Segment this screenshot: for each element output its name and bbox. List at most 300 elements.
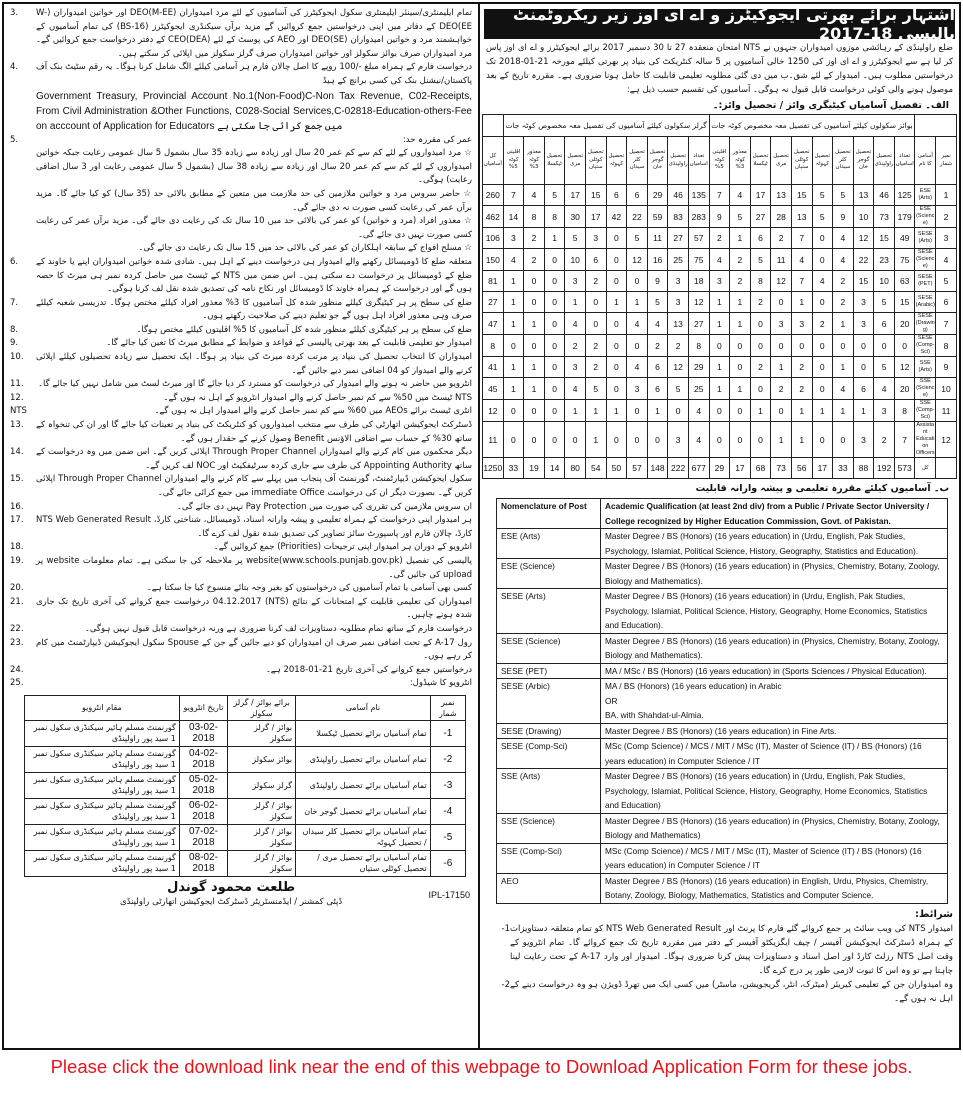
cell-date: 07-02-2018 xyxy=(179,824,227,850)
cell-post: تمام آسامیاں برائے تحصیل راولپنڈی xyxy=(296,772,431,798)
cell: 2 xyxy=(874,422,895,458)
cell: 6 xyxy=(750,228,771,249)
cell: 2 xyxy=(750,292,771,313)
item-text: ان سروس ملازمین کی تقرری کی صورت میں Pay Protection نہیں دی جائے گی۔ xyxy=(176,501,472,512)
cell: 73 xyxy=(874,206,895,228)
cell: 17 xyxy=(585,206,606,228)
cell: 29 xyxy=(688,357,709,378)
group-header-row xyxy=(483,115,957,137)
cell: 6 xyxy=(606,185,627,206)
cell: 1 xyxy=(709,357,730,378)
table-row xyxy=(483,400,957,422)
cell: 5 xyxy=(874,292,895,313)
policy-item xyxy=(10,446,472,473)
cell: 12 xyxy=(483,400,504,422)
policy-item xyxy=(10,188,472,215)
cell: 1 xyxy=(544,228,565,249)
cell: 27 xyxy=(668,228,689,249)
cell: 0 xyxy=(709,422,730,458)
cell: 5 xyxy=(565,228,586,249)
cell: 5 xyxy=(936,271,957,292)
policy-item xyxy=(10,134,472,148)
cell-n: -4 xyxy=(430,798,465,824)
cell: 9 xyxy=(833,206,854,228)
cell-date: 04-02-2018 xyxy=(179,746,227,772)
vacancy-table xyxy=(482,114,957,479)
cell: 9 xyxy=(647,271,668,292)
cell: 1 xyxy=(791,400,812,422)
cell: 28 xyxy=(771,206,792,228)
cell: 47 xyxy=(483,313,504,335)
table-row xyxy=(483,292,957,313)
cell: 63 xyxy=(894,271,915,292)
cell: 2 xyxy=(771,378,792,400)
cell: 0 xyxy=(627,400,648,422)
post-header: Nomenclature of Post xyxy=(497,499,601,529)
signatory-role: ڈپٹی کمشنر / ایڈمنسٹریٹر ڈسٹرکٹ ایجوکیشن اتھارٹی راولپنڈی xyxy=(120,896,343,907)
cell-date: 06-02-2018 xyxy=(179,798,227,824)
conditions-title: شرائط: xyxy=(915,908,953,920)
table-row xyxy=(483,357,957,378)
cell: 2 xyxy=(565,335,586,357)
column-header: تحصیل راولپنڈی xyxy=(668,137,689,185)
cell: 0 xyxy=(668,400,689,422)
cell: 3 xyxy=(936,228,957,249)
item-number: 25. xyxy=(10,678,24,689)
cell: 30 xyxy=(565,206,586,228)
qual-row xyxy=(497,589,948,634)
column-header: برائے بوائز / گرلز سکولز xyxy=(228,695,296,720)
cell: 13 xyxy=(771,185,792,206)
qualification-text: MSc (Comp Science) / MCS / MIT / MSc (IT), Master of Science (IT) / BS (Honors) (16 years education) in Computer Science / IT xyxy=(601,739,948,769)
cell: 0 xyxy=(627,271,648,292)
section-b-heading: ب۔ آسامیوں کیلئے مقررہ تعلیمی و پیشہ وارانہ قابلیت xyxy=(695,483,949,494)
cell-n: -6 xyxy=(430,850,465,876)
cell: 16 xyxy=(647,249,668,271)
cell: 54 xyxy=(585,458,606,479)
column-header: تحصیل کوٹلی ستیاں xyxy=(791,137,812,185)
cell: 11 xyxy=(483,422,504,458)
cell: 2 xyxy=(833,292,854,313)
total-row xyxy=(483,458,957,479)
cell: SESE (Arts) xyxy=(915,228,936,249)
cell: 2 xyxy=(730,271,751,292)
cell: 57 xyxy=(627,458,648,479)
cell: 46 xyxy=(874,185,895,206)
cell: SESE (Comp-Sci) xyxy=(916,335,935,355)
cell: 0 xyxy=(524,292,545,313)
cell-n: -1 xyxy=(430,720,465,746)
column-header: تحصیل ٹیکسلا xyxy=(544,137,565,185)
cell: 0 xyxy=(524,271,545,292)
cell-school: بوائز / گرلز سکولز xyxy=(228,850,296,876)
item-text: ☆ مسلح افواج کے سابقہ اہلکاران کو عمر کی بالائی حد میں 15 سال تک رعایت دی جائے گی۔ xyxy=(138,243,472,254)
cell: 5 xyxy=(750,249,771,271)
cell: 4 xyxy=(524,185,545,206)
cell: 0 xyxy=(812,249,833,271)
qual-row xyxy=(497,739,948,769)
item-number: 15. xyxy=(10,474,24,485)
cell: 0 xyxy=(524,335,545,357)
item-number: 20. xyxy=(10,583,24,594)
cell: 83 xyxy=(668,206,689,228)
cell: 1 xyxy=(565,292,586,313)
table-header-row xyxy=(25,695,466,720)
item-text: درخواست فارم کے ہمراہ مبلغ -/100 روپے کا اصل چالان فارم ہر آسامی کیلئے الگ شامل کرنا ہوگا۔ یہ رقم سٹیٹ بنک آف پاکستان/نیشنل بنک کی کسی برانچ کے ہیڈ xyxy=(36,62,472,86)
treasury-suffix: میں جمع کرائی جا سکتی ہے xyxy=(217,120,343,132)
cell: 3 xyxy=(585,228,606,249)
qualification-text: MA / BS (Honors) (16 years education) in Arabic OR BA. with Shahdat-ul-Almia. xyxy=(601,679,948,724)
policy-item xyxy=(10,297,472,324)
policy-item xyxy=(10,392,472,406)
cell: 0 xyxy=(812,378,833,400)
item-number: 10. xyxy=(10,352,24,363)
cell: 0 xyxy=(647,422,668,458)
cell: 12 xyxy=(894,357,915,378)
cell: 1 xyxy=(647,400,668,422)
qualification-text: Master Degree / BS (Honors) (16 years education) in (Urdu, English, Pak Studies, Psychology, Islamiat, Political Science, History, Geography, Statistics and Education). xyxy=(601,529,948,559)
qualification-header: Academic Qualification (at least 2nd div) from a Public / Private Sector University / College recognized by Higher Education Commission, Govt. of Pakistan. xyxy=(601,499,948,529)
cell: 2 xyxy=(524,228,545,249)
cell: 283 xyxy=(688,206,709,228)
qualification-text: Master Degree / BS (Honors) (16 years education) in (Physics, Chemistry, Botany, Zoology, Biology and Mathematics). xyxy=(601,633,948,663)
table-row xyxy=(25,720,466,746)
cell: 68 xyxy=(750,458,771,479)
cell-school: بوائز / گرلز سکولز xyxy=(228,824,296,850)
name-header-spacer xyxy=(915,115,957,137)
cell: 3 xyxy=(668,422,689,458)
cell: 11 xyxy=(647,228,668,249)
cell: 0 xyxy=(565,422,586,458)
item-text: رول A-17 کے تحت اضافی نمبر صرف ان امیدواران کو دیے جائیں گے جن کے Spouse سکول ایجوکیشن ڈیپارٹمنٹ میں کام کر رہے ہوں۔ xyxy=(36,637,473,662)
cell: 13 xyxy=(668,313,689,335)
treasury-account-text xyxy=(10,89,472,134)
cell: 0 xyxy=(709,335,730,357)
cell: 20 xyxy=(894,313,915,335)
cell: 0 xyxy=(544,378,565,400)
qual-row xyxy=(497,633,948,663)
cell: 8 xyxy=(483,335,504,357)
cell: 1 xyxy=(709,292,730,313)
post-name: SESE (Arbic) xyxy=(497,679,601,724)
policy-item xyxy=(10,514,472,541)
treasury-text: Government Treasury, Provincial Account No.1(Non-Food)C-Non Tax Revenue, C02-Receipts, From Civil Administration &Other Functions, C028-Social Services,C-02818-Education-others-Fee on acccount of Application for Educators xyxy=(36,90,472,132)
cell: 88 xyxy=(853,458,874,479)
qual-row xyxy=(497,663,948,679)
cell-school: بوائز سکولز xyxy=(228,746,296,772)
cell: 1 xyxy=(503,292,524,313)
column-header: تحصیل گوجر خان xyxy=(853,137,874,185)
cell: 33 xyxy=(833,458,854,479)
column-header: اقلیتی کوٹہ 5% xyxy=(709,137,730,185)
cell: 0 xyxy=(503,422,524,458)
cell: 2 xyxy=(709,228,730,249)
cell: 27 xyxy=(750,206,771,228)
ad-title: اشتہار برائے بھرتی ایجوکیٹرز و اے ای اوز زیر ریکروٹمنٹ پالیسی 18-2017 xyxy=(484,9,955,39)
cell: 4 xyxy=(709,249,730,271)
column-header-row xyxy=(483,137,957,185)
cell: SESE (PET) xyxy=(915,271,936,292)
cell: 1 xyxy=(565,400,586,422)
cell: 11 xyxy=(936,400,957,422)
boys-group-header: بوائز سکولوں کیلئے آسامیوں کی تفصیل معہ مخصوص کوٹہ جات xyxy=(709,115,915,137)
cell: 148 xyxy=(647,458,668,479)
section-a-heading: الف۔ تفصیل آسامیاں کیٹیگری وائز / تحصیل وائز:۔ xyxy=(712,100,949,111)
cell: 56 xyxy=(791,458,812,479)
cell: 4 xyxy=(833,249,854,271)
qual-row xyxy=(497,679,948,724)
condition-item xyxy=(486,978,953,1006)
cell-post: تمام آسامیاں برائے تحصیل ٹیکسلا xyxy=(296,720,431,746)
cell: 5 xyxy=(730,206,751,228)
cell: 8 xyxy=(750,271,771,292)
cell: 59 xyxy=(647,206,668,228)
item-text: انٹرویو کا شیڈول: xyxy=(409,678,472,689)
item-number: 8. xyxy=(10,324,19,335)
cell: 6 xyxy=(647,357,668,378)
cell: 4 xyxy=(688,400,709,422)
cell: 9 xyxy=(936,357,957,378)
cell-n: -3 xyxy=(430,772,465,798)
cell: 3 xyxy=(668,292,689,313)
cell: 12 xyxy=(853,228,874,249)
policy-item xyxy=(10,623,472,637)
cell: 75 xyxy=(894,249,915,271)
newspaper-advertisement xyxy=(2,2,961,1050)
cell: 0 xyxy=(585,313,606,335)
condition-number: -1 xyxy=(501,923,510,934)
cell: 1 xyxy=(709,313,730,335)
table-row xyxy=(483,335,957,357)
cell: 81 xyxy=(483,271,504,292)
policy-item xyxy=(10,147,472,188)
conditions-section xyxy=(480,904,959,1009)
condition-item xyxy=(486,922,953,978)
item-number: 17. xyxy=(10,515,24,526)
cell xyxy=(936,458,957,479)
policy-item xyxy=(10,419,472,446)
post-name: SESE (Comp-Sci) xyxy=(497,739,601,769)
cell: 5 xyxy=(668,378,689,400)
cell: 1 xyxy=(503,271,524,292)
cell: 0 xyxy=(812,335,833,357)
item-text: کسی بھی آسامی یا تمام آسامیوں کی درخواستوں کو بغیر وجہ بتائے منسوخ کیا جا سکتا ہے۔ xyxy=(146,583,472,594)
cell: ESE (Science) xyxy=(916,206,935,226)
cell: 15 xyxy=(874,228,895,249)
cell: 0 xyxy=(585,292,606,313)
cell: 0 xyxy=(544,400,565,422)
cell: 150 xyxy=(483,249,504,271)
column-header: آسامی کا نام xyxy=(915,137,936,185)
column-header: نمبر شمار xyxy=(936,137,957,185)
qual-row xyxy=(497,769,948,814)
cell: 3 xyxy=(565,271,586,292)
cell: 4 xyxy=(627,313,648,335)
qual-row xyxy=(497,559,948,589)
cell: 462 xyxy=(483,206,504,228)
cell: 0 xyxy=(606,357,627,378)
item-text: امیدواران کی تعلیمی قابلیت کے امتحانات کے نتائج (NTS) 04.12.2017 درخواست جمع کروانے کی آخری تاریخ تک جاری شدہ ہونے چاہیں۔ xyxy=(36,596,472,621)
cell: 0 xyxy=(503,335,524,357)
cell: 0 xyxy=(874,335,895,357)
cell: 17 xyxy=(812,458,833,479)
cell: 5 xyxy=(812,185,833,206)
cell: 0 xyxy=(853,357,874,378)
ipl-code: IPL-17150 xyxy=(428,889,470,900)
cell: SESE (Arabic) xyxy=(915,292,936,313)
cell: 2 xyxy=(730,249,751,271)
cell: 0 xyxy=(544,357,565,378)
cell: 9 xyxy=(709,206,730,228)
cell-school: بوائز / گرلز سکولز xyxy=(228,720,296,746)
cell: 2 xyxy=(668,335,689,357)
qualification-text: MSc (Comp Science) / MCS / MIT / MSc (IT), Master of Science (IT) / BS (Honors) (16 years education) in Computer Science / IT xyxy=(601,843,948,873)
item-number: 21. xyxy=(10,596,24,607)
cell: 0 xyxy=(853,335,874,357)
policy-item xyxy=(10,541,472,555)
cell: 260 xyxy=(483,185,504,206)
cell: 6 xyxy=(874,313,895,335)
cell: 0 xyxy=(524,400,545,422)
cell: 4 xyxy=(812,271,833,292)
item-number: 13. xyxy=(10,420,24,431)
column-header: تعداد اسامیاں xyxy=(894,137,915,185)
cell: 4 xyxy=(730,185,751,206)
cell: 12 xyxy=(627,249,648,271)
cell: 0 xyxy=(750,422,771,458)
cell: 12 xyxy=(688,292,709,313)
column-header: تاریخ انٹرویو xyxy=(179,695,227,720)
cell: 1 xyxy=(709,378,730,400)
table-row xyxy=(483,422,957,458)
column-header: تحصیل ٹیکسلا xyxy=(750,137,771,185)
item-text: دیگر محکموں میں کام کرنے والے امیدواران Through Proper Channel اپلائی کریں گے۔ اس ضمن میں وہ درخواست کے ساتھ Appointing Authority کی طرف سے جاری کردہ سرٹیفکیٹ اور NOC لف کریں گے۔ xyxy=(36,447,472,471)
post-name: SSE (Comp-Sci) xyxy=(497,843,601,873)
cell: 1 xyxy=(627,292,648,313)
cell: 6 xyxy=(647,378,668,400)
cell-n: -5 xyxy=(430,824,465,850)
cell: 0 xyxy=(606,335,627,357)
cell: 3 xyxy=(853,292,874,313)
item-text: تمام ایلیمنٹری/سینئر ایلیمنٹری سکول ایجوکیٹرز کی آسامیوں کے لئے مرد امیدواران (M-EE)DEO اور خواتین امیدواران (W-EE)DEO کے دفاتر میں اپنی درخواستیں جمع کروائیں گے مزید برآں سیکنڈری ایجوکیٹرز (BS-16) کی تمام آسامیوں کے خواہشمند مرد و خواتین امیدواران (SE)DEO اور AEO کی پوسٹ کے لئے CEO(DEA) کے دفتر درخواست جمع کروائیں گے۔ مرد امیدواران صرف بوائز سکولز اور خواتین امیدواران صرف گرلز سکولز میں اپلائی کر سکتے ہیں۔ xyxy=(36,8,472,59)
cell: 33 xyxy=(503,458,524,479)
post-name: SSE (Science) xyxy=(497,813,601,843)
item-number: 11. xyxy=(10,379,24,390)
cell: 1 xyxy=(750,400,771,422)
cell: 0 xyxy=(750,313,771,335)
qual-row xyxy=(497,813,948,843)
cell: 17 xyxy=(730,458,751,479)
column-header: معذور کوٹہ 3% xyxy=(730,137,751,185)
cell: 2 xyxy=(524,249,545,271)
cell: 19 xyxy=(524,458,545,479)
cell: 1 xyxy=(524,313,545,335)
cell: 7 xyxy=(936,313,957,335)
cell: 573 xyxy=(894,458,915,479)
qualification-text: MA / MSc / BS (Honors) (16 years education) in (Sports Sciences / Physical Education). xyxy=(601,663,948,679)
column-header: تحصیل کلر سیداں xyxy=(627,137,648,185)
cell: 106 xyxy=(483,228,504,249)
cell: 1 xyxy=(585,400,606,422)
cell: 27 xyxy=(688,313,709,335)
cell-venue: گورنمنٹ مسلم ہائیر سیکنڈری سکول نمبر 1 سید پور راولپنڈی xyxy=(25,824,180,850)
column-header: کل آسامیاں xyxy=(483,137,504,185)
cell: 5 xyxy=(874,357,895,378)
cell: 4 xyxy=(874,378,895,400)
table-row xyxy=(483,185,957,206)
cell: 41 xyxy=(483,357,504,378)
cell: 5 xyxy=(627,228,648,249)
cell: کل xyxy=(915,458,936,479)
item-text: درخواست فارم کے ساتھ تمام مطلوبہ دستاویزات لف کرنا ضروری ہے ورنہ درخواست قابل قبول نہیں ہوگی۔ xyxy=(84,623,472,634)
cell: 0 xyxy=(627,335,648,357)
cell: 4 xyxy=(647,313,668,335)
item-number: 3. xyxy=(10,8,19,18)
cell: 4 xyxy=(833,378,854,400)
cell: 5 xyxy=(833,185,854,206)
cell: 0 xyxy=(812,357,833,378)
column-header: تحصیل کہوٹہ xyxy=(606,137,627,185)
cell: 0 xyxy=(771,400,792,422)
cell: 7 xyxy=(791,271,812,292)
cell: 4 xyxy=(627,357,648,378)
item-number xyxy=(10,215,36,242)
cell: 12 xyxy=(771,271,792,292)
cell: 0 xyxy=(812,228,833,249)
policy-item xyxy=(10,215,472,242)
item-number: 23. xyxy=(10,637,24,648)
policy-item xyxy=(10,664,472,678)
cell: 0 xyxy=(606,313,627,335)
qual-row xyxy=(497,873,948,903)
item-number: 18. xyxy=(10,542,24,553)
item-text: انٹرویو کے دوران ہر امیدوار اپنی ترجیحات (Priorities) جمع کروائیں گے۔ xyxy=(213,542,472,553)
cell: 4 xyxy=(565,313,586,335)
cell: 4 xyxy=(503,249,524,271)
girls-group-header: گرلز سکولوں کیلئے آسامیوں کی تفصیل معہ مخصوص کوٹہ جات xyxy=(503,115,709,137)
column-header: نام آسامی xyxy=(296,695,431,720)
cell: 1 xyxy=(730,313,751,335)
cell: 1 xyxy=(771,357,792,378)
cell: 135 xyxy=(688,185,709,206)
item-number: 24. xyxy=(10,664,24,675)
cell: 0 xyxy=(524,422,545,458)
item-number: NTS xyxy=(10,406,27,417)
cell: 22 xyxy=(627,206,648,228)
cell: 0 xyxy=(544,335,565,357)
cell: 0 xyxy=(730,357,751,378)
column-header: نمبر شمار xyxy=(430,695,465,720)
item-text: NTS ٹیسٹ میں 50% سے کم نمبر حاصل کرنے والے امیدوار انٹرویو کے اہل نہ ہوں گے۔ xyxy=(163,392,472,403)
cell: 3 xyxy=(853,313,874,335)
qualification-text: Master Degree / BS (Honors) (16 years education) in English, Urdu, Physics, Chemistry, Botany, Zoology, Biology, Mathematics, Statistics and Computer Science. xyxy=(601,873,948,903)
cell: 3 xyxy=(791,313,812,335)
cell: 3 xyxy=(709,271,730,292)
cell: 0 xyxy=(750,378,771,400)
item-number xyxy=(10,242,36,256)
cell: 0 xyxy=(730,400,751,422)
cell: 1 xyxy=(833,313,854,335)
column-header: مقام انٹرویو xyxy=(25,695,180,720)
cell: 2 xyxy=(791,357,812,378)
cell: 42 xyxy=(606,206,627,228)
cell: 15 xyxy=(585,185,606,206)
cell: 20 xyxy=(894,378,915,400)
cell-school: گرلز سکولز xyxy=(228,772,296,798)
item-text: انٹری ٹیسٹ برائے AEOs میں 60% سے کم نمبر حاصل کرنے والے امیدوار اہل نہ ہوں گے۔ xyxy=(154,406,472,417)
cell: 49 xyxy=(894,228,915,249)
table-row xyxy=(25,798,466,824)
